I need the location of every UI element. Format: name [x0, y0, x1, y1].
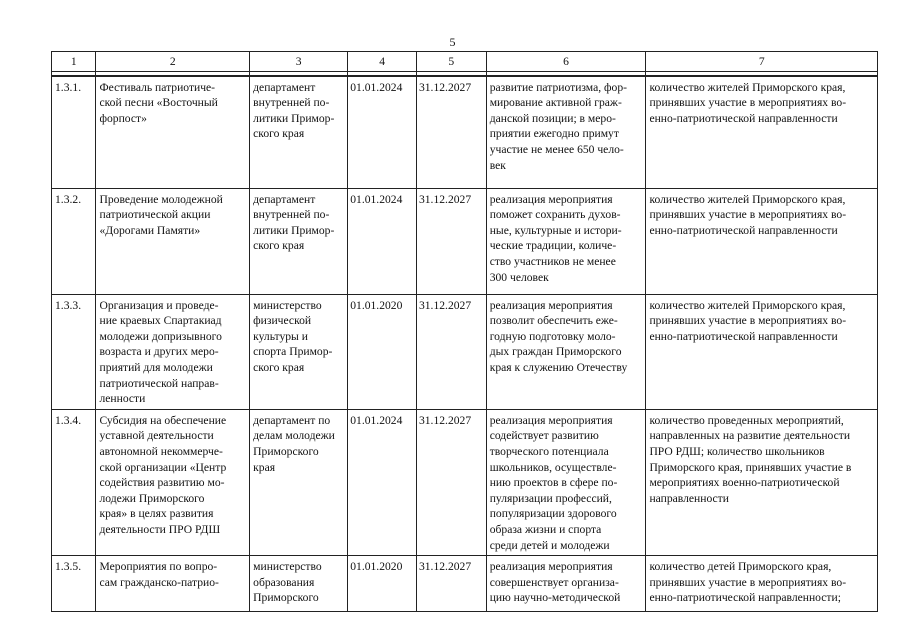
header-col-2: 2	[96, 52, 250, 72]
expected-result-cell: развитие патриотизма, фор- мирование активной граж- данской позиции; в меро- приятии ежегодно примут участие не менее 650 чело- век	[486, 76, 646, 189]
end-date-cell: 31.12.2027	[416, 409, 486, 555]
activity-name-cell: Фестиваль патриотиче- ской песни «Восточный форпост»	[96, 76, 250, 189]
start-date-cell: 01.01.2020	[348, 556, 417, 612]
end-date-cell: 31.12.2027	[416, 76, 486, 189]
header-col-4: 4	[348, 52, 417, 72]
end-date-cell: 31.12.2027	[416, 188, 486, 294]
header-col-7: 7	[646, 52, 878, 72]
indicator-link-cell: количество жителей Приморского края, принявших участие в мероприятиях во- енно-патриотической направленности	[646, 188, 878, 294]
start-date-cell: 01.01.2024	[348, 188, 417, 294]
end-date-cell: 31.12.2027	[416, 294, 486, 409]
activity-name-cell: Субсидия на обеспечение уставной деятельности автономной некоммерче- ской организации «Центр содействия развитию мо- лодежи Приморского края» в целях развития деятельности ПРО РДШ	[96, 409, 250, 555]
responsible-executor-cell: министерство образования Приморского	[250, 556, 348, 612]
program-activities-table	[51, 51, 878, 612]
expected-result-cell: реализация мероприятия содействует развитию творческого потенциала школьников, осуществле- нию проектов в сфере по- пуляризации профессий, популяризации здорового образа жизни и спорта среди детей и молодежи	[486, 409, 646, 555]
indicator-link-cell: количество проведенных мероприятий, направленных на развитие деятельности ПРО РДШ; количество школьников Приморского края, принявших участие в мероприятиях военно-патриотической направленности	[646, 409, 878, 555]
activity-name-cell: Проведение молодежной патриотической акции «Дорогами Памяти»	[96, 188, 250, 294]
indicator-link-cell: количество жителей Приморского края, принявших участие в мероприятиях во- енно-патриотической направленности	[646, 294, 878, 409]
row-number-cell: 1.3.4.	[52, 409, 96, 555]
page-number: 5	[449, 35, 456, 49]
table-header-row	[52, 52, 878, 72]
table-row	[52, 188, 878, 294]
indicator-link-cell: количество детей Приморского края, принявших участие в мероприятиях во- енно-патриотической направленности;	[646, 556, 878, 612]
end-date-cell: 31.12.2027	[416, 556, 486, 612]
activity-name-cell: Мероприятия по вопро- сам гражданско-патрио-	[96, 556, 250, 612]
start-date-cell: 01.01.2024	[348, 409, 417, 555]
activity-name-cell: Организация и проведе- ние краевых Спартакиад молодежи допризывного возраста и других меро- приятий для молодежи патриотической направ- ленности	[96, 294, 250, 409]
expected-result-cell: реализация мероприятия совершенствует организа- цию научно-методической	[486, 556, 646, 612]
responsible-executor-cell: министерство физической культуры и спорта Примор- ского края	[250, 294, 348, 409]
responsible-executor-cell: департамент по делам молодежи Приморского края	[250, 409, 348, 555]
expected-result-cell: реализация мероприятия поможет сохранить духов- ные, культурные и истори- ческие традиции, количе- ство участников не менее 300 человек	[486, 188, 646, 294]
row-number-cell: 1.3.5.	[52, 556, 96, 612]
header-col-3: 3	[250, 52, 348, 72]
responsible-executor-cell: департамент внутренней по- литики Примор- ского края	[250, 76, 348, 189]
header-col-6: 6	[486, 52, 646, 72]
expected-result-cell: реализация мероприятия позволит обеспечить еже- годную подготовку моло- дых граждан Приморского края к служению Отечеству	[486, 294, 646, 409]
row-number-cell: 1.3.3.	[52, 294, 96, 409]
responsible-executor-cell: департамент внутренней по- литики Примор- ского края	[250, 188, 348, 294]
start-date-cell: 01.01.2024	[348, 76, 417, 189]
table-body	[52, 71, 878, 612]
row-number-cell: 1.3.2.	[52, 188, 96, 294]
table-row	[52, 409, 878, 555]
header-col-5: 5	[416, 52, 486, 72]
table-row	[52, 76, 878, 189]
table-row	[52, 556, 878, 612]
table-row	[52, 294, 878, 409]
header-col-1: 1	[52, 52, 96, 72]
start-date-cell: 01.01.2020	[348, 294, 417, 409]
row-number-cell: 1.3.1.	[52, 76, 96, 189]
indicator-link-cell: количество жителей Приморского края, принявших участие в мероприятиях во- енно-патриотической направленности	[646, 76, 878, 189]
